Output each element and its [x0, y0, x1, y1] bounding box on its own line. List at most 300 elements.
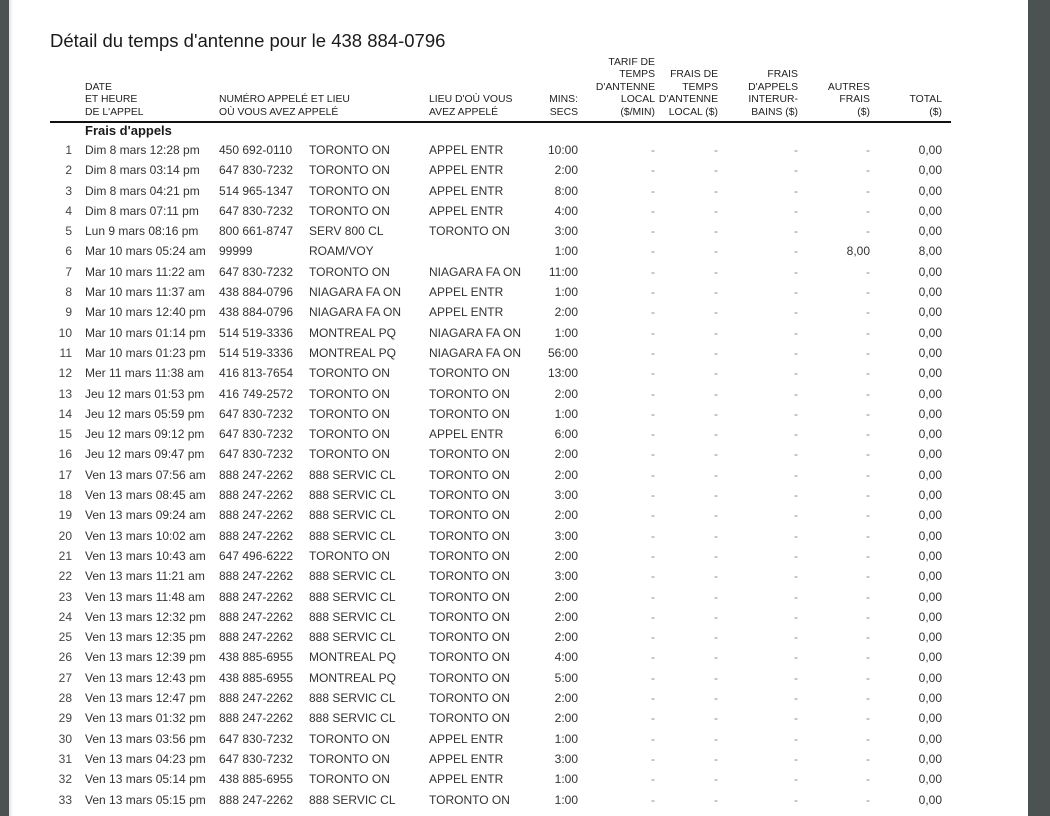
called-location: 888 SERVIC CL: [309, 488, 396, 503]
called-number: 800 661-8747: [219, 224, 294, 239]
total-charge: 0,00: [918, 691, 942, 706]
table-row: [9, 607, 1028, 627]
local-airtime-charge: -: [714, 427, 718, 442]
duration: 1:00: [554, 406, 578, 421]
called-location: TORONTO ON: [309, 183, 390, 198]
other-charges: -: [866, 264, 870, 279]
table-row: [9, 668, 1028, 688]
call-datetime: Ven 13 mars 10:43 am: [85, 548, 206, 563]
called-number: 647 830-7232: [219, 731, 294, 746]
duration: 2:00: [554, 609, 578, 624]
long-distance-charge: -: [794, 772, 798, 787]
origin-location: TORONTO ON: [429, 589, 510, 604]
other-charges: -: [866, 670, 870, 685]
row-number: 27: [58, 670, 72, 685]
duration: 2:00: [554, 691, 578, 706]
row-number: 33: [58, 792, 72, 807]
row-number: 14: [58, 406, 72, 421]
airtime-rate: -: [651, 264, 655, 279]
airtime-rate: -: [651, 224, 655, 239]
airtime-rate: -: [651, 711, 655, 726]
header-divider: [50, 121, 951, 123]
total-charge: 0,00: [918, 427, 942, 442]
local-airtime-charge: -: [714, 325, 718, 340]
airtime-rate: -: [651, 143, 655, 157]
airtime-rate: -: [651, 548, 655, 563]
table-row: [9, 262, 1028, 282]
total-charge: 0,00: [918, 224, 942, 239]
table-row: [9, 323, 1028, 343]
duration: 3:00: [554, 751, 578, 766]
airtime-rate: -: [651, 345, 655, 360]
row-number: 31: [58, 751, 72, 766]
local-airtime-charge: -: [714, 711, 718, 726]
origin-location: APPEL ENTR: [429, 305, 504, 320]
called-location: 888 SERVIC CL: [309, 467, 396, 482]
other-charges: -: [866, 528, 870, 543]
long-distance-charge: -: [794, 345, 798, 360]
called-number: 438 885-6955: [219, 670, 294, 685]
total-charge: 0,00: [918, 447, 942, 462]
called-location: 888 SERVIC CL: [309, 691, 396, 706]
total-charge: 0,00: [918, 528, 942, 543]
call-datetime: Dim 8 mars 12:28 pm: [85, 143, 200, 157]
table-row: [9, 749, 1028, 769]
call-datetime: Ven 13 mars 04:23 pm: [85, 751, 206, 766]
duration: 8:00: [554, 183, 578, 198]
long-distance-charge: -: [794, 406, 798, 421]
total-charge: 0,00: [918, 203, 942, 218]
origin-location: TORONTO ON: [429, 711, 510, 726]
other-charges: -: [866, 203, 870, 218]
airtime-rate: -: [651, 203, 655, 218]
origin-location: TORONTO ON: [429, 691, 510, 706]
total-charge: 0,00: [918, 163, 942, 178]
row-number: 15: [58, 427, 72, 442]
table-row: [9, 201, 1028, 221]
long-distance-charge: -: [794, 447, 798, 462]
airtime-rate: -: [651, 447, 655, 462]
local-airtime-charge: -: [714, 345, 718, 360]
local-airtime-charge: -: [714, 772, 718, 787]
total-charge: 0,00: [918, 183, 942, 198]
duration: 2:00: [554, 548, 578, 563]
called-location: NIAGARA FA ON: [309, 305, 402, 320]
called-number: 888 247-2262: [219, 609, 294, 624]
local-airtime-charge: -: [714, 691, 718, 706]
origin-location: APPEL ENTR: [429, 163, 504, 178]
called-location: TORONTO ON: [309, 548, 390, 563]
header-interurbains: FRAIS D'APPELS INTERUR- BAINS ($): [748, 69, 798, 118]
other-charges: -: [866, 427, 870, 442]
table-row: [9, 343, 1028, 363]
row-number: 23: [58, 589, 72, 604]
airtime-rate: -: [651, 528, 655, 543]
long-distance-charge: -: [794, 163, 798, 178]
called-location: TORONTO ON: [309, 264, 390, 279]
other-charges: -: [866, 650, 870, 665]
call-datetime: Ven 13 mars 10:02 am: [85, 528, 206, 543]
other-charges: -: [866, 751, 870, 766]
called-location: 888 SERVIC CL: [309, 630, 396, 645]
called-number: 647 830-7232: [219, 751, 294, 766]
header-number: NUMÉRO APPELÉ ET LIEU OÙ VOUS AVEZ APPELÉ: [219, 94, 350, 118]
airtime-rate: -: [651, 772, 655, 787]
header-total: TOTAL ($): [909, 94, 942, 118]
long-distance-charge: -: [794, 711, 798, 726]
local-airtime-charge: -: [714, 163, 718, 178]
call-datetime: Jeu 12 mars 05:59 pm: [85, 406, 205, 421]
called-number: 99999: [219, 244, 253, 259]
call-datetime: Mar 10 mars 11:37 am: [85, 285, 205, 300]
other-charges: -: [866, 325, 870, 340]
long-distance-charge: -: [794, 670, 798, 685]
call-datetime: Mar 10 mars 11:22 am: [85, 264, 205, 279]
local-airtime-charge: -: [714, 670, 718, 685]
table-row: [9, 790, 1028, 810]
call-datetime: Mer 11 mars 11:38 am: [85, 366, 204, 381]
row-number: 9: [65, 305, 72, 320]
local-airtime-charge: -: [714, 731, 718, 746]
section-title: Frais d'appels: [85, 123, 172, 138]
local-airtime-charge: -: [714, 488, 718, 503]
called-number: 647 830-7232: [219, 264, 294, 279]
row-number: 6: [65, 244, 72, 259]
row-number: 24: [58, 609, 72, 624]
called-number: 647 830-7232: [219, 427, 294, 442]
long-distance-charge: -: [794, 203, 798, 218]
local-airtime-charge: -: [714, 285, 718, 300]
row-number: 5: [65, 224, 72, 239]
row-number: 29: [58, 711, 72, 726]
duration: 2:00: [554, 447, 578, 462]
called-location: TORONTO ON: [309, 386, 390, 401]
called-location: TORONTO ON: [309, 751, 390, 766]
long-distance-charge: -: [794, 589, 798, 604]
table-row: [9, 160, 1028, 180]
long-distance-charge: -: [794, 305, 798, 320]
called-number: 647 830-7232: [219, 406, 294, 421]
document-page: [9, 0, 1028, 816]
table-header: [9, 56, 1028, 122]
table-row: [9, 221, 1028, 241]
airtime-rate: -: [651, 386, 655, 401]
origin-location: TORONTO ON: [429, 609, 510, 624]
called-number: 450 692-0110: [219, 143, 293, 157]
total-charge: 0,00: [918, 609, 942, 624]
row-number: 2: [65, 163, 72, 178]
row-number: 11: [59, 345, 72, 360]
origin-location: APPEL ENTR: [429, 751, 504, 766]
origin-location: TORONTO ON: [429, 386, 510, 401]
table-row: [9, 444, 1028, 464]
local-airtime-charge: -: [714, 650, 718, 665]
other-charges: -: [866, 792, 870, 807]
airtime-rate: -: [651, 670, 655, 685]
origin-location: APPEL ENTR: [429, 285, 504, 300]
called-location: 888 SERVIC CL: [309, 711, 396, 726]
total-charge: 0,00: [918, 548, 942, 563]
airtime-rate: -: [651, 751, 655, 766]
local-airtime-charge: -: [714, 447, 718, 462]
origin-location: APPEL ENTR: [429, 731, 504, 746]
long-distance-charge: -: [794, 528, 798, 543]
duration: 1:00: [554, 772, 578, 787]
origin-location: APPEL ENTR: [429, 203, 504, 218]
other-charges: -: [866, 731, 870, 746]
called-number: 888 247-2262: [219, 691, 294, 706]
local-airtime-charge: -: [714, 366, 718, 381]
call-datetime: Mar 10 mars 05:24 am: [85, 244, 206, 259]
duration: 1:00: [554, 731, 578, 746]
long-distance-charge: -: [794, 143, 798, 157]
long-distance-charge: -: [794, 609, 798, 624]
duration: 1:00: [554, 325, 578, 340]
called-number: 647 830-7232: [219, 163, 294, 178]
long-distance-charge: -: [794, 325, 798, 340]
row-number: 25: [58, 630, 72, 645]
other-charges: -: [866, 548, 870, 563]
origin-location: TORONTO ON: [429, 366, 510, 381]
duration: 2:00: [554, 508, 578, 523]
total-charge: 0,00: [918, 751, 942, 766]
origin-location: TORONTO ON: [429, 548, 510, 563]
duration: 3:00: [554, 569, 578, 584]
row-number: 12: [58, 366, 72, 381]
origin-location: TORONTO ON: [429, 467, 510, 482]
other-charges: 8,00: [846, 244, 870, 259]
local-airtime-charge: -: [714, 264, 718, 279]
table-row: [9, 587, 1028, 607]
duration: 4:00: [554, 650, 578, 665]
airtime-rate: -: [651, 285, 655, 300]
origin-location: TORONTO ON: [429, 630, 510, 645]
airtime-rate: -: [651, 630, 655, 645]
airtime-rate: -: [651, 183, 655, 198]
origin-location: APPEL ENTR: [429, 183, 504, 198]
total-charge: 0,00: [918, 508, 942, 523]
called-location: 888 SERVIC CL: [309, 609, 396, 624]
row-number: 13: [58, 386, 72, 401]
other-charges: -: [866, 630, 870, 645]
local-airtime-charge: -: [714, 467, 718, 482]
row-number: 22: [58, 569, 72, 584]
long-distance-charge: -: [794, 183, 798, 198]
local-airtime-charge: -: [714, 609, 718, 624]
call-datetime: Ven 13 mars 05:15 pm: [85, 792, 206, 807]
total-charge: 0,00: [918, 285, 942, 300]
duration: 3:00: [554, 528, 578, 543]
airtime-rate: -: [651, 650, 655, 665]
called-location: TORONTO ON: [309, 772, 390, 787]
airtime-rate: -: [651, 792, 655, 807]
called-location: TORONTO ON: [309, 427, 390, 442]
table-row: [9, 505, 1028, 525]
local-airtime-charge: -: [714, 589, 718, 604]
other-charges: -: [866, 508, 870, 523]
origin-location: TORONTO ON: [429, 569, 510, 584]
row-number: 26: [58, 650, 72, 665]
duration: 10:00: [547, 143, 578, 157]
called-number: 416 749-2572: [219, 386, 294, 401]
call-datetime: Ven 13 mars 12:39 pm: [85, 650, 206, 665]
called-location: SERV 800 CL: [309, 224, 384, 239]
header-frais-local: FRAIS DE TEMPS D'ANTENNE LOCAL ($): [658, 69, 718, 118]
local-airtime-charge: -: [714, 528, 718, 543]
called-number: 888 247-2262: [219, 792, 294, 807]
total-charge: 0,00: [918, 772, 942, 787]
long-distance-charge: -: [794, 427, 798, 442]
long-distance-charge: -: [794, 224, 798, 239]
called-number: 514 965-1347: [219, 183, 294, 198]
local-airtime-charge: -: [714, 183, 718, 198]
long-distance-charge: -: [794, 264, 798, 279]
called-number: 888 247-2262: [219, 569, 294, 584]
duration: 56:00: [547, 345, 578, 360]
origin-location: NIAGARA FA ON: [429, 325, 522, 340]
call-datetime: Jeu 12 mars 09:47 pm: [85, 447, 205, 462]
local-airtime-charge: -: [714, 406, 718, 421]
table-row: [9, 404, 1028, 424]
call-datetime: Ven 13 mars 12:35 pm: [85, 630, 206, 645]
row-number: 1: [65, 143, 72, 157]
total-charge: 0,00: [918, 711, 942, 726]
call-datetime: Mar 10 mars 01:23 pm: [85, 345, 206, 360]
row-number: 3: [65, 183, 72, 198]
long-distance-charge: -: [794, 569, 798, 584]
long-distance-charge: -: [794, 630, 798, 645]
total-charge: 0,00: [918, 731, 942, 746]
other-charges: -: [866, 224, 870, 239]
row-number: 20: [58, 528, 72, 543]
local-airtime-charge: -: [714, 224, 718, 239]
table-row: [9, 485, 1028, 505]
table-row: [9, 465, 1028, 485]
called-location: TORONTO ON: [309, 447, 390, 462]
called-location: TORONTO ON: [309, 366, 390, 381]
row-number: 19: [58, 508, 72, 523]
call-datetime: Jeu 12 mars 01:53 pm: [85, 386, 205, 401]
table-row: [9, 688, 1028, 708]
origin-location: APPEL ENTR: [429, 143, 504, 157]
origin-location: TORONTO ON: [429, 224, 510, 239]
long-distance-charge: -: [794, 751, 798, 766]
total-charge: 0,00: [918, 488, 942, 503]
called-location: 888 SERVIC CL: [309, 589, 396, 604]
origin-location: APPEL ENTR: [429, 427, 504, 442]
call-datetime: Ven 13 mars 12:32 pm: [85, 609, 206, 624]
origin-location: NIAGARA FA ON: [429, 345, 522, 360]
local-airtime-charge: -: [714, 792, 718, 807]
origin-location: TORONTO ON: [429, 406, 510, 421]
called-number: 438 885-6955: [219, 650, 294, 665]
other-charges: -: [866, 711, 870, 726]
local-airtime-charge: -: [714, 751, 718, 766]
call-datetime: Ven 13 mars 11:21 am: [85, 569, 205, 584]
call-datetime: Ven 13 mars 12:47 pm: [85, 691, 206, 706]
long-distance-charge: -: [794, 548, 798, 563]
origin-location: TORONTO ON: [429, 670, 510, 685]
called-location: 888 SERVIC CL: [309, 569, 396, 584]
called-number: 438 885-6955: [219, 772, 294, 787]
duration: 1:00: [554, 244, 578, 259]
call-datetime: Ven 13 mars 12:43 pm: [85, 670, 206, 685]
other-charges: -: [866, 183, 870, 198]
origin-location: TORONTO ON: [429, 792, 510, 807]
origin-location: TORONTO ON: [429, 488, 510, 503]
header-mins: MINS: SECS: [549, 94, 578, 118]
duration: 2:00: [554, 163, 578, 178]
long-distance-charge: -: [794, 244, 798, 259]
long-distance-charge: -: [794, 731, 798, 746]
airtime-rate: -: [651, 325, 655, 340]
call-datetime: Dim 8 mars 07:11 pm: [85, 203, 199, 218]
airtime-rate: -: [651, 467, 655, 482]
local-airtime-charge: -: [714, 508, 718, 523]
total-charge: 0,00: [918, 670, 942, 685]
other-charges: -: [866, 467, 870, 482]
total-charge: 0,00: [918, 630, 942, 645]
total-charge: 0,00: [918, 264, 942, 279]
table-row: [9, 769, 1028, 789]
airtime-rate: -: [651, 406, 655, 421]
origin-location: NIAGARA FA ON: [429, 264, 522, 279]
other-charges: -: [866, 366, 870, 381]
airtime-rate: -: [651, 427, 655, 442]
airtime-rate: -: [651, 569, 655, 584]
called-number: 888 247-2262: [219, 488, 294, 503]
airtime-rate: -: [651, 488, 655, 503]
row-number: 16: [58, 447, 72, 462]
duration: 2:00: [554, 589, 578, 604]
duration: 6:00: [554, 427, 578, 442]
called-number: 416 813-7654: [219, 366, 294, 381]
duration: 3:00: [554, 224, 578, 239]
row-number: 21: [58, 548, 72, 563]
other-charges: -: [866, 143, 870, 157]
header-from: LIEU D'OÙ VOUS AVEZ APPELÉ: [429, 94, 513, 118]
other-charges: -: [866, 406, 870, 421]
call-datetime: Ven 13 mars 05:14 pm: [85, 772, 206, 787]
local-airtime-charge: -: [714, 244, 718, 259]
duration: 1:00: [554, 285, 578, 300]
other-charges: -: [866, 609, 870, 624]
duration: 2:00: [554, 711, 578, 726]
called-number: 514 519-3336: [219, 345, 294, 360]
total-charge: 0,00: [918, 325, 942, 340]
called-location: 888 SERVIC CL: [309, 528, 396, 543]
airtime-rate: -: [651, 731, 655, 746]
table-row: [9, 424, 1028, 444]
origin-location: TORONTO ON: [429, 528, 510, 543]
call-datetime: Dim 8 mars 03:14 pm: [85, 163, 200, 178]
table-row: [9, 647, 1028, 667]
table-row: [9, 140, 1028, 160]
call-datetime: Dim 8 mars 04:21 pm: [85, 183, 200, 198]
table-row: [9, 282, 1028, 302]
airtime-rate: -: [651, 244, 655, 259]
called-number: 888 247-2262: [219, 589, 294, 604]
long-distance-charge: -: [794, 508, 798, 523]
local-airtime-charge: -: [714, 143, 718, 157]
airtime-rate: -: [651, 366, 655, 381]
total-charge: 0,00: [918, 345, 942, 360]
total-charge: 0,00: [918, 569, 942, 584]
local-airtime-charge: -: [714, 569, 718, 584]
called-number: 888 247-2262: [219, 528, 294, 543]
long-distance-charge: -: [794, 792, 798, 807]
header-tarif: TARIF DE TEMPS D'ANTENNE LOCAL ($/MIN): [595, 56, 655, 118]
